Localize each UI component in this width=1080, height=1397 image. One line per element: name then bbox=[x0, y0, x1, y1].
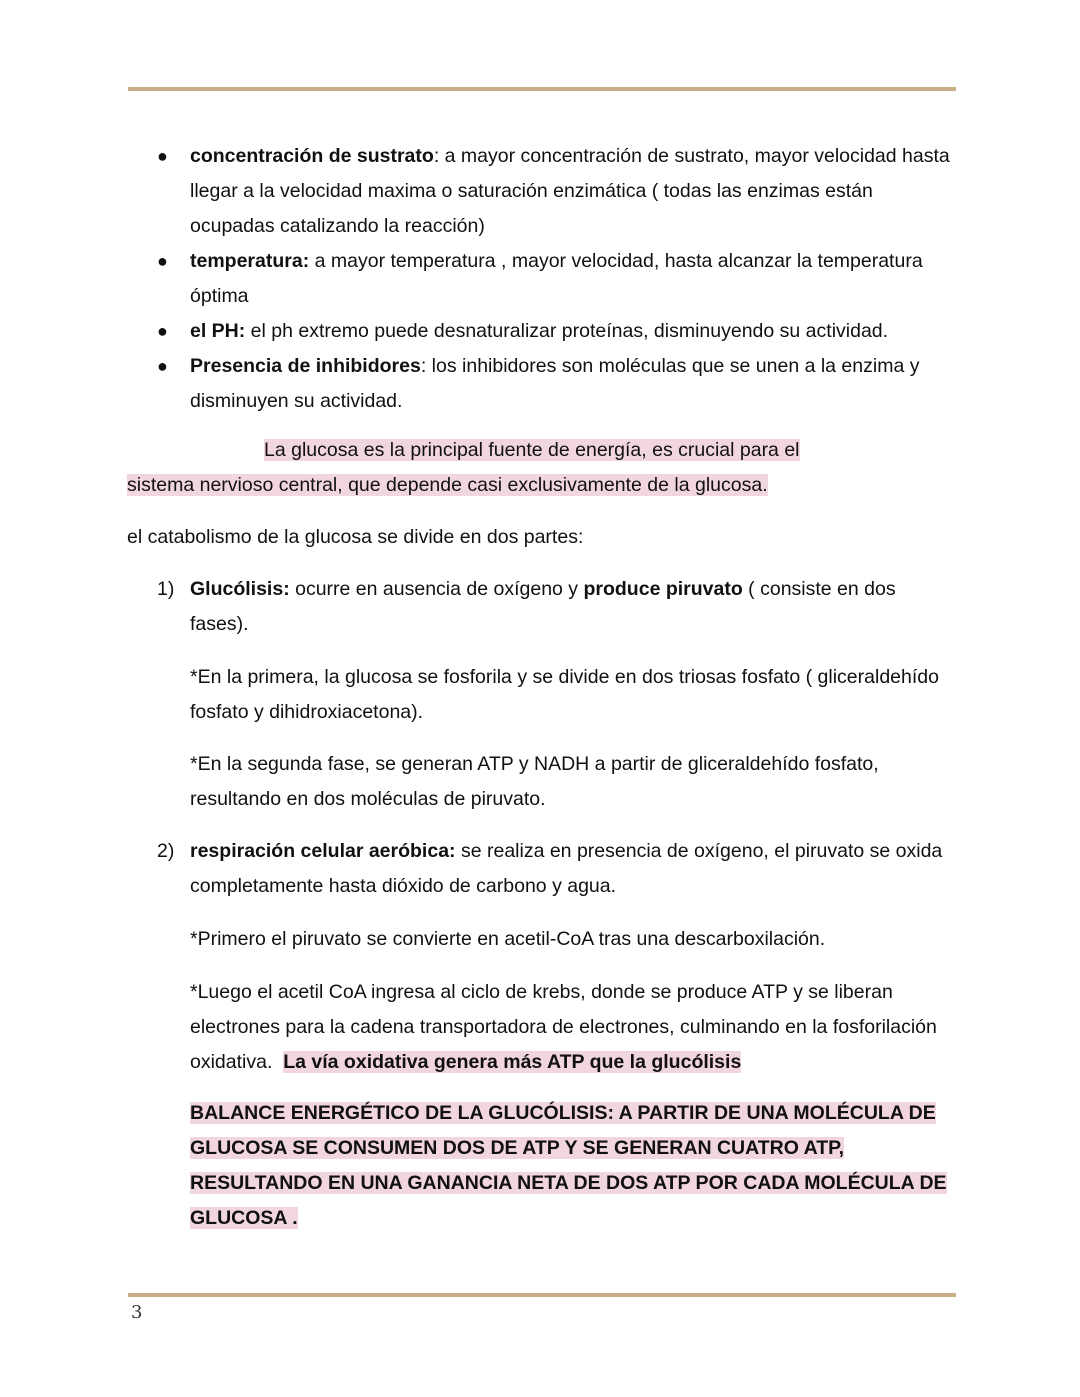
page-number: 3 bbox=[131, 1302, 143, 1323]
item-text: se realiza en presencia de oxígeno, el piruvato se oxida completamente hasta dióxido de carbono y agua. bbox=[190, 840, 943, 897]
definition: : a mayor concentración de sustrato, mayor velocidad hasta llegar a la velocidad maxima o saturación enzimática ( todas las enzimas están ocupadas catalizando la reacción) bbox=[190, 145, 950, 237]
item-number: 1) bbox=[157, 578, 175, 600]
bullet-icon: ● bbox=[157, 321, 168, 341]
glucose-intro bbox=[127, 433, 887, 503]
term: concentración de sustrato bbox=[190, 145, 434, 167]
item-text: ocurre en ausencia de oxígeno y bbox=[289, 578, 584, 600]
term: el PH: bbox=[190, 320, 246, 342]
sub-paragraph: *En la segunda fase, se generan ATP y NADH a partir de gliceraldehído fosfato, resultando en dos moléculas de piruvato. bbox=[190, 753, 879, 810]
sub-paragraph bbox=[190, 975, 955, 1080]
item-number: 2) bbox=[157, 840, 175, 862]
bullet-icon: ● bbox=[157, 146, 168, 166]
numbered-item bbox=[157, 834, 955, 904]
definition: : los inhibidores son moléculas que se unen a la enzima y disminuyen su actividad. bbox=[190, 355, 920, 412]
bullet-icon: ● bbox=[157, 356, 168, 376]
factor-list bbox=[157, 139, 960, 419]
term: Glucólisis: bbox=[190, 578, 290, 600]
list-item bbox=[157, 244, 960, 314]
list-item bbox=[157, 139, 960, 244]
definition: a mayor temperatura , mayor velocidad, hasta alcanzar la temperatura óptima bbox=[190, 250, 923, 307]
numbered-item bbox=[157, 572, 955, 642]
sub-paragraph: *Primero el piruvato se convierte en acetil-CoA tras una descarboxilación. bbox=[190, 928, 826, 950]
term: respiración celular aeróbica: bbox=[190, 840, 456, 862]
term: produce piruvato bbox=[583, 578, 743, 600]
highlighted-text: BALANCE ENERGÉTICO DE LA GLUCÓLISIS: A PARTIR DE UNA MOLÉCULA DE GLUCOSA SE CONSUMEN DOS DE ATP Y SE GENERAN CUATRO ATP, RESULTANDO EN UNA GANANCIA NETA DE DOS ATP POR CADA MOLÉCULA DE GLUCOSA . bbox=[190, 1102, 947, 1229]
footer-rule bbox=[128, 1293, 956, 1297]
paragraph-text: *Luego el acetil CoA ingresa al ciclo de krebs, donde se produce ATP y se liberan electrones para la cadena transportadora de electrones, culminando en la fosforilación oxidativa. bbox=[190, 981, 937, 1073]
bullet-icon: ● bbox=[157, 251, 168, 271]
list-item bbox=[157, 349, 960, 419]
term: temperatura: bbox=[190, 250, 310, 272]
highlighted-text: La vía oxidativa genera más ATP que la glucólisis bbox=[283, 1051, 742, 1073]
energy-balance bbox=[190, 1096, 960, 1236]
sub-paragraph: *En la primera, la glucosa se fosforila y se divide en dos triosas fosfato ( gliceraldehído fosfato y dihidroxiacetona). bbox=[190, 666, 939, 723]
definition: el ph extremo puede desnaturalizar proteínas, disminuyendo su actividad. bbox=[245, 320, 889, 342]
list-item bbox=[157, 314, 960, 349]
highlighted-text: La glucosa es la principal fuente de energía, es crucial para el bbox=[264, 439, 800, 461]
term: Presencia de inhibidores bbox=[190, 355, 421, 377]
highlighted-text: sistema nervioso central, que depende casi exclusivamente de la glucosa. bbox=[127, 474, 768, 496]
section-lead: el catabolismo de la glucosa se divide en dos partes: bbox=[127, 526, 584, 548]
header-rule bbox=[128, 87, 956, 91]
item-text: ( consiste en dos fases). bbox=[190, 578, 896, 635]
